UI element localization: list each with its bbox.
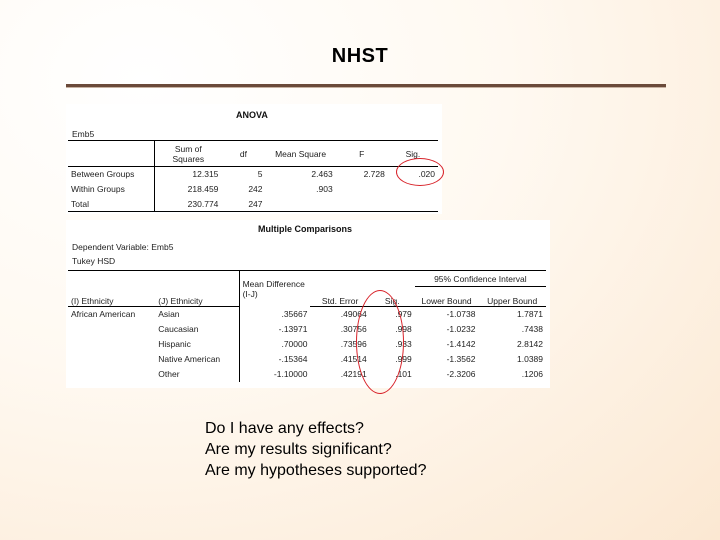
mc-header-cell: Lower Bound (415, 287, 479, 307)
anova-cell: 12.315 (192, 169, 219, 180)
mc-cell: Hispanic (155, 337, 239, 352)
table-row (68, 197, 438, 212)
mc-ci-header: 95% Confidence Interval (415, 271, 546, 287)
anova-cell: 2.728 (363, 169, 385, 180)
mc-cell: 1.0389 (517, 354, 543, 364)
table-row (68, 322, 546, 337)
mc-header-cell: Upper Bound (478, 287, 546, 307)
table-row (68, 337, 546, 352)
mc-cell (68, 322, 155, 337)
mc-header-spacer (155, 271, 239, 287)
anova-header-cell: Sig. (388, 141, 438, 167)
anova-header-cell: F (336, 141, 388, 167)
mc-cell: .101 (395, 369, 412, 379)
anova-variable: Emb5 (72, 129, 95, 139)
mc-cell: .49064 (340, 309, 367, 320)
anova-cell (336, 182, 388, 197)
mc-header-cell: Mean Difference (I-J) (239, 271, 310, 307)
mc-cell: .41514 (340, 354, 367, 364)
mc-cell: .979 (395, 309, 412, 320)
mc-header-spacer (370, 271, 415, 287)
mc-cell: Asian (155, 307, 239, 322)
mc-header-cell: Std. Error (310, 287, 369, 307)
anova-header-cell: Mean Square (266, 141, 336, 167)
anova-cell: .020 (418, 169, 435, 180)
anova-cell (336, 197, 388, 212)
mc-cell: 2.8142 (517, 339, 543, 349)
mc-cell: 1.7871 (517, 309, 543, 320)
question-significant: Are my results significant? (205, 441, 392, 458)
mc-cell: -1.3562 (446, 354, 476, 364)
mc-ci-header-row (68, 271, 546, 287)
mc-method: Tukey HSD (72, 256, 116, 266)
mc-cell: .73596 (340, 339, 367, 349)
mc-cell: -.15364 (278, 354, 308, 364)
anova-cell (388, 197, 438, 212)
sig-highlight-circle-anova (396, 158, 444, 186)
mc-cell: .933 (395, 339, 412, 349)
anova-cell: 242 (248, 184, 263, 194)
mc-cell: -1.10000 (273, 369, 308, 379)
anova-cell (266, 197, 336, 212)
anova-cell: Within Groups (68, 182, 155, 197)
anova-title: ANOVA (236, 110, 268, 120)
mc-dependent-variable: Dependent Variable: Emb5 (72, 242, 174, 252)
anova-cell: 5 (257, 169, 263, 180)
mc-cell: .998 (395, 324, 412, 334)
anova-cell: .903 (316, 184, 333, 194)
mc-cell: -1.4142 (446, 339, 476, 349)
question-hypotheses: Are my hypotheses supported? (205, 462, 427, 479)
mc-cell: .70000 (281, 339, 308, 349)
anova-cell: 230.774 (155, 197, 222, 212)
mc-cell: Other (155, 367, 239, 382)
mc-cell (68, 367, 155, 382)
mc-cell (68, 337, 155, 352)
table-row (68, 352, 546, 367)
table-row (68, 367, 546, 382)
anova-panel (66, 104, 442, 214)
anova-cell: 218.459 (187, 184, 219, 194)
mc-cell: .35667 (281, 309, 308, 319)
mc-cell: .7438 (521, 324, 543, 334)
mc-cell: Caucasian (155, 322, 239, 337)
anova-header-cell: df (221, 141, 265, 167)
mc-header-spacer (310, 271, 369, 287)
question-effects: Do I have any effects? (205, 420, 364, 437)
mc-header-cell: (I) Ethnicity (68, 287, 155, 307)
anova-cell: Total (68, 197, 155, 212)
table-row (68, 167, 438, 182)
mc-cell: -2.3206 (446, 369, 476, 379)
mc-table (68, 270, 546, 382)
anova-cell: Between Groups (68, 167, 155, 182)
mc-title: Multiple Comparisons (258, 224, 353, 234)
anova-header-cell (68, 141, 155, 167)
table-row (68, 182, 438, 197)
mc-cell: -1.0738 (446, 309, 476, 320)
multiple-comparisons-panel (66, 220, 550, 388)
mc-cell: .30756 (340, 324, 367, 334)
mc-cell: .1206 (521, 369, 543, 379)
slide-title: NHST (331, 45, 389, 67)
mc-cell: .999 (395, 354, 412, 364)
mc-cell: African American (71, 309, 136, 320)
title-rule (66, 84, 666, 88)
mc-cell: -.13971 (278, 324, 308, 334)
mc-cell: -1.0232 (446, 324, 476, 334)
anova-header-row (68, 141, 438, 167)
mc-cell: .42191 (340, 369, 367, 379)
sig-highlight-circle-comparisons (356, 290, 404, 394)
anova-cell: 247 (221, 197, 265, 212)
anova-header-cell: Sum of Squares (155, 141, 222, 167)
mc-header-spacer (68, 271, 155, 287)
mc-header-cell: Sig. (370, 287, 415, 307)
mc-cell: Native American (155, 352, 239, 367)
table-row (68, 307, 546, 322)
mc-cell (68, 352, 155, 367)
anova-table (68, 140, 438, 212)
mc-header-cell: (J) Ethnicity (155, 287, 239, 307)
anova-cell: 2.463 (311, 169, 333, 180)
